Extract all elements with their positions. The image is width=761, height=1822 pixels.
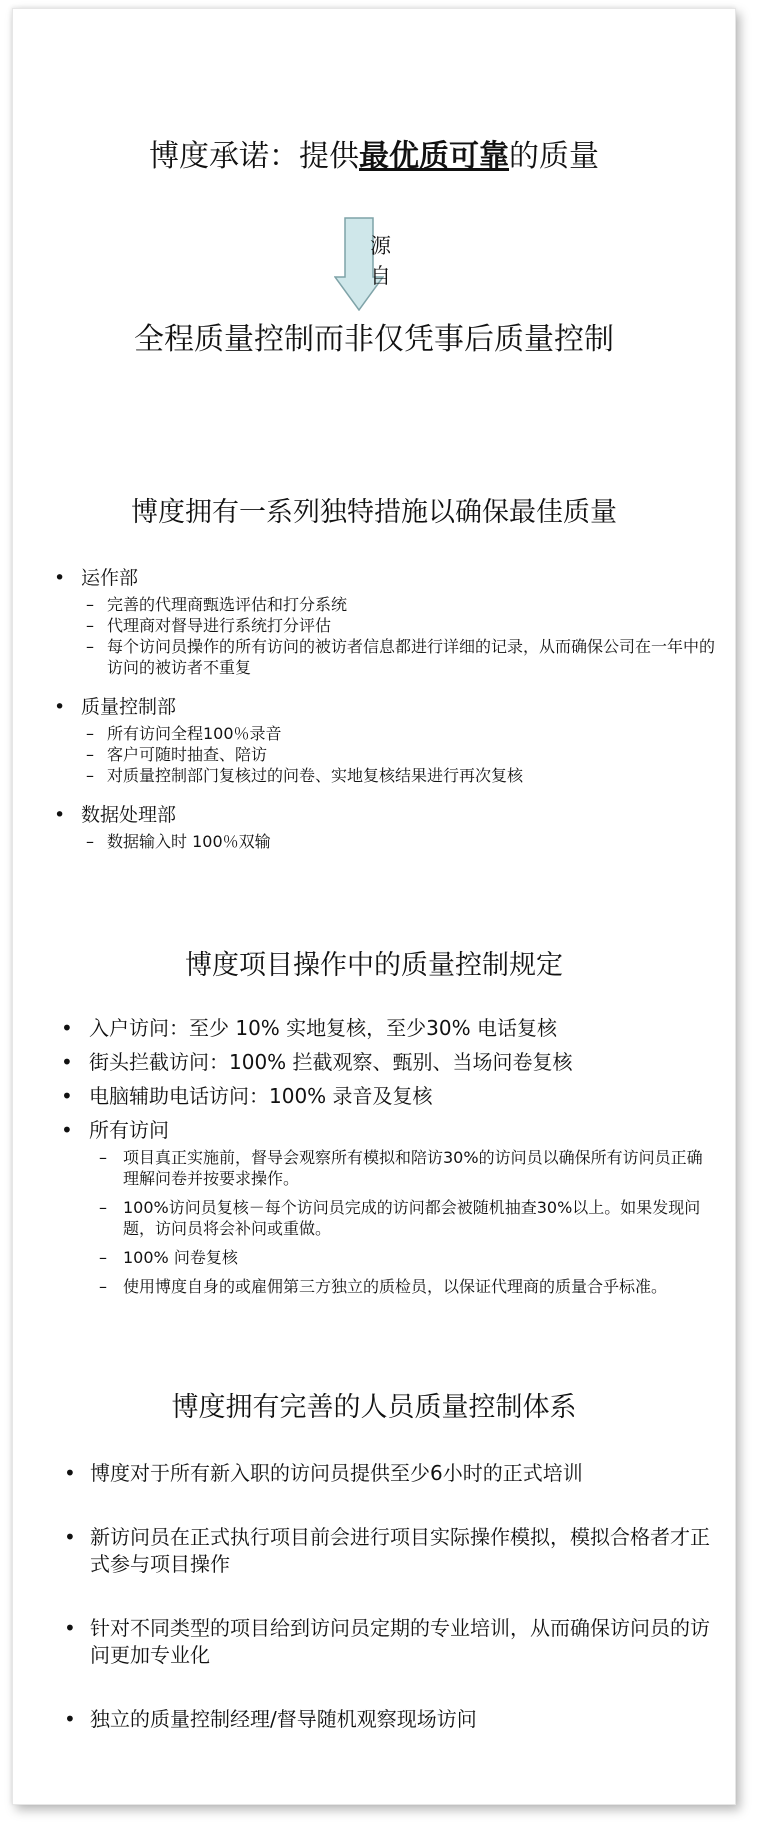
list-item: • 电脑辅助电话访问：100% 录音及复核	[53, 1083, 723, 1109]
promise-suffix: 的质量	[509, 139, 599, 174]
promise-strong: 最优质可靠	[359, 139, 509, 174]
list-item: • 独立的质量控制经理/督导随机观察现场访问	[58, 1706, 718, 1733]
list-item: • 博度对于所有新入职的访问员提供至少6小时的正式培训	[58, 1460, 718, 1487]
list-item: – 所有访问全程100％录音	[84, 723, 718, 744]
measures-group-label: • 运作部	[48, 565, 718, 592]
arrow-label	[370, 231, 396, 291]
list-item: – 项目真正实施前，督导会观察所有模拟和陪访30%的访问员以确保所有访问员正确理解问卷并按要求操作。	[95, 1147, 715, 1189]
measures-list	[48, 565, 718, 868]
measures-group-label: • 数据处理部	[48, 802, 718, 829]
arrow-label-line2: 自	[370, 264, 391, 288]
list-item: – 完善的代理商甄选评估和打分系统	[84, 594, 718, 615]
list-item: – 使用博度自身的或雇佣第三方独立的质检员，以保证代理商的质量合乎标准。	[95, 1276, 715, 1297]
all-interviews-sublist	[53, 1147, 715, 1297]
list-item: – 100% 问卷复核	[95, 1247, 715, 1268]
list-item: – 客户可随时抽查、陪访	[84, 744, 718, 765]
list-item: – 100%访问员复核－每个访问员完成的访问都会被随机抽查30%以上。如果发现问题，访问员将会补问或重做。	[95, 1197, 715, 1239]
measures-group	[48, 802, 718, 852]
measures-group-label: • 质量控制部	[48, 694, 718, 721]
project-rules-title: 博度项目操作中的质量控制规定	[185, 950, 563, 981]
project-rules-list	[53, 1015, 723, 1305]
list-item: • 入户访问：至少 10% 实地复核，至少30% 电话复核	[53, 1015, 723, 1041]
list-item: • 新访问员在正式执行项目前会进行项目实际操作模拟，模拟合格者才正式参与项目操作	[58, 1524, 718, 1578]
list-item: – 代理商对督导进行系统打分评估	[84, 615, 718, 636]
list-item: • 街头拦截访问：100% 拦截观察、甄别、当场问卷复核	[53, 1049, 723, 1075]
list-item: – 对质量控制部门复核过的问卷、实地复核结果进行再次复核	[84, 765, 718, 786]
document-page	[12, 8, 736, 1805]
measures-group	[48, 694, 718, 786]
promise-heading	[13, 131, 735, 175]
staff-system-list	[58, 1460, 718, 1733]
promise-prefix: 博度承诺：提供	[149, 139, 359, 174]
staff-system-title: 博度拥有完善的人员质量控制体系	[171, 1392, 577, 1423]
list-item: • 针对不同类型的项目给到访问员定期的专业培训，从而确保访问员的访问更加专业化	[58, 1615, 718, 1669]
measures-group	[48, 565, 718, 678]
list-item: • 所有访问	[53, 1117, 723, 1143]
measures-title: 博度拥有一系列独特措施以确保最佳质量	[131, 497, 617, 528]
arrow-label-line1: 源	[370, 234, 391, 258]
list-item: – 数据输入时 100％双输	[84, 831, 718, 852]
list-item: – 每个访问员操作的所有访问的被访者信息都进行详细的记录，从而确保公司在一年中的访问的被访者不重复	[84, 636, 718, 678]
full-process-title: 全程质量控制而非仅凭事后质量控制	[134, 322, 614, 357]
